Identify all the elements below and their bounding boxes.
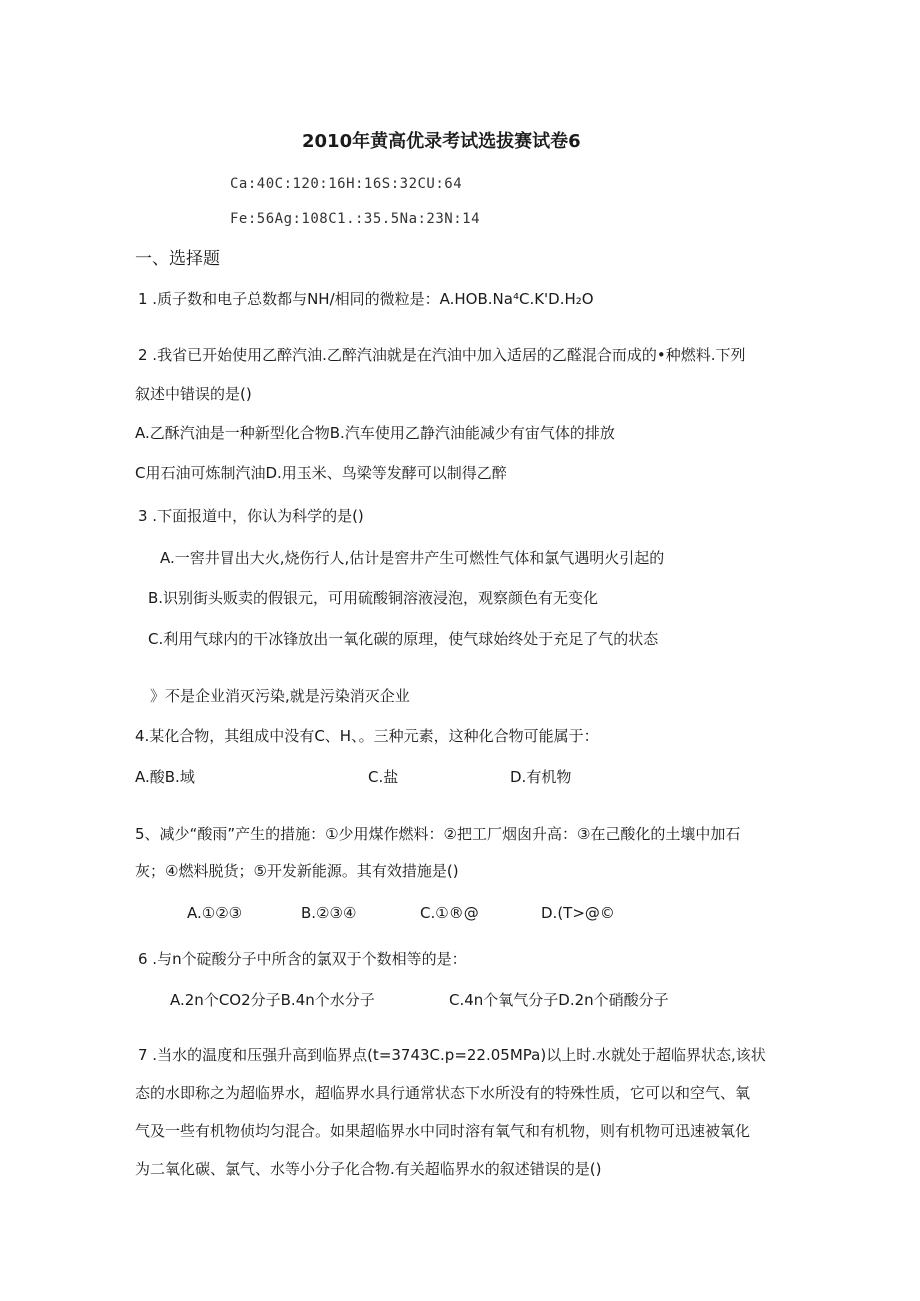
question-7-line-4: 为二氧化碳、氯气、水等小分子化合物.有关超临界水的叙述错误的是() xyxy=(135,1160,602,1178)
question-5-line-2: 灰；④燃料脱货；⑤开发新能源。其有效措施是() xyxy=(135,862,459,880)
question-4-option-d: D.有机物 xyxy=(510,768,572,786)
atomic-masses-line-2: Fe:56Ag:108C1.:35.5Na:23N:14 xyxy=(230,211,481,227)
question-5-option-d: D.(T>@© xyxy=(541,904,615,922)
question-3-option-c: C.利用气球内的干冰锋放出一氧化碳的原理，使气球始终处于充足了气的状态 xyxy=(148,630,659,648)
atomic-masses-line-1: Ca:40C:120:16H:16S:32CU:64 xyxy=(230,176,463,192)
question-3-option-b: B.识别街头贩卖的假银元，可用硫酸铜溶液浸泡，观察颜色有无变化 xyxy=(148,589,599,607)
section-heading: 一、选择题 xyxy=(135,249,220,269)
question-7-line-3: 气及一些有机物侦均匀混合。如果超临界水中同时溶有氧气和有机物，则有机物可迅速被氧化 xyxy=(135,1122,751,1140)
question-5-option-a: A.①②③ xyxy=(187,904,243,922)
question-6-options-cd: C.4n个氧气分子D.2n个硝酸分子 xyxy=(449,991,669,1009)
question-1: 1 .质子数和电子总数都与NH/相同的微粒是：A.HOB.Na⁴C.K'D.H₂O xyxy=(138,290,594,308)
question-4-options-ab: A.酸B.域 xyxy=(135,768,195,786)
question-5-option-c: C.①®@ xyxy=(420,904,479,922)
question-7-line-1: 7 .当水的温度和压强升高到临界点(t=3743C.p=22.05MPa)以上时.水就处于超临界状态,该状 xyxy=(138,1046,766,1064)
question-6-options-ab: A.2n个CO2分子B.4n个水分子 xyxy=(170,991,375,1009)
question-5-option-b: B.②③④ xyxy=(301,904,357,922)
question-4-option-c: C.盐 xyxy=(368,768,399,786)
question-3: 3 .下面报道中，你认为科学的是() xyxy=(138,507,364,525)
question-2-line-2: 叙述中错误的是() xyxy=(135,385,252,403)
question-2-options-cd: C用石油可炼制汽油D.用玉米、鸟梁等发酵可以制得乙醉 xyxy=(135,464,507,482)
question-3-option-a: A.一窖井冒出大火,烧伤行人,估计是窖井产生可燃性气体和氯气遇明火引起的 xyxy=(160,549,665,567)
page-title: 2010年黄高优录考试选拔赛试卷6 xyxy=(302,131,581,152)
question-2-options-ab: A.乙酥汽油是一种新型化合物B.汽车使用乙静汽油能减少有宙气体的排放 xyxy=(135,424,615,442)
question-6: 6 .与n个碇酸分子中所含的氯双于个数相等的是： xyxy=(138,950,467,968)
question-4: 4.某化合物，其组成中没有C、H、。三种元素，这种化合物可能属于： xyxy=(135,727,599,745)
question-7-line-2: 态的水即称之为超临界水，超临界水具行通常状态下水所没有的特殊性质，它可以和空气、氧 xyxy=(135,1084,751,1102)
question-2-line-1: 2 .我省已开始使用乙醉汽油.乙醉汽油就是在汽油中加入适居的乙醛混合而成的•种燃料.下列 xyxy=(138,346,746,364)
question-5-line-1: 5、减少“酸雨”产生的措施：①少用煤作燃料：②把工厂烟囱升高：③在己酸化的土壤中加石 xyxy=(135,825,741,843)
question-3-option-d: 》不是企业消灭污染,就是污染消灭企业 xyxy=(150,687,410,705)
